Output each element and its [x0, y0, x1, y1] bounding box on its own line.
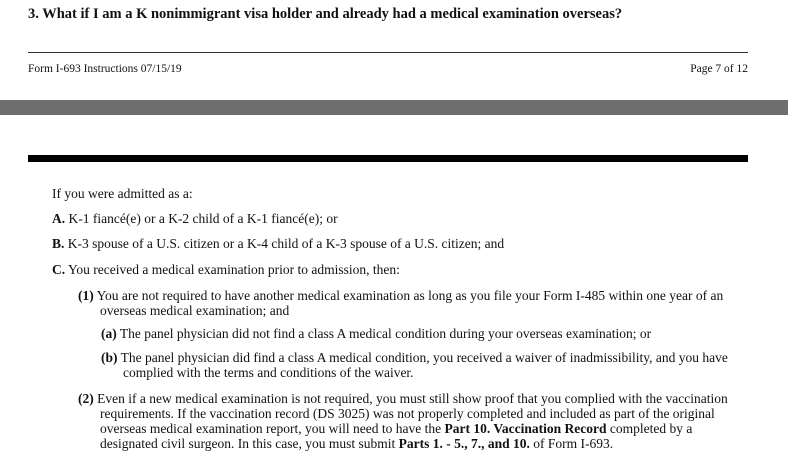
item-letter: B.: [52, 236, 65, 251]
question-heading: 3. What if I am a K nonimmigrant visa holder and already had a medical examination overseas?: [28, 6, 623, 22]
sub-item-letter: (b): [101, 350, 118, 365]
sub-item-2: [78, 391, 750, 451]
sub-item-text: completed by a designated civil surgeon. In this case, you must submit: [100, 421, 693, 451]
sub-item-1: [78, 288, 750, 318]
sub-item-text: The panel physician did find a class A medical condition, you received a waiver of inadmissibility, and you have complied with the terms and conditions of the waiver.: [120, 350, 728, 380]
item-letter: A.: [52, 211, 66, 226]
sub-item-letter: (a): [101, 326, 117, 341]
item-text: K-1 fiancé(e) or a K-2 child of a K-1 fiancé(e); or: [68, 211, 338, 226]
thick-divider: [28, 155, 748, 162]
item-text: You received a medical examination prior to admission, then:: [68, 262, 400, 277]
list-item-c: [52, 262, 400, 277]
intro-text: If you were admitted as a:: [52, 186, 193, 201]
sub-item-number: (2): [78, 391, 94, 406]
footer-page-number: Page 7 of 12: [690, 63, 748, 75]
footer-form-info: Form I-693 Instructions 07/15/19: [28, 63, 182, 75]
divider-line: [28, 52, 748, 53]
vaccination-record-bold: Part 10. Vaccination Record: [444, 421, 607, 436]
list-item-a: [52, 211, 338, 226]
sub-item-1b: [101, 350, 751, 380]
sub-item-text: of Form I-693.: [529, 436, 614, 451]
item-letter: C.: [52, 262, 66, 277]
page-separator-band: [0, 100, 788, 115]
sub-item-1a: [101, 326, 651, 341]
item-text: K-3 spouse of a U.S. citizen or a K-4 child of a K-3 spouse of a U.S. citizen; and: [67, 236, 505, 251]
sub-item-text: You are not required to have another medical examination as long as you file your Form I-485 within one year of an overseas medical examination; and: [96, 288, 724, 318]
parts-list-bold: Parts 1. - 5., 7., and 10.: [398, 436, 530, 451]
sub-item-text: The panel physician did not find a class A medical condition during your overseas examination; or: [119, 326, 652, 341]
list-item-b: [52, 236, 504, 251]
sub-item-number: (1): [78, 288, 94, 303]
sub-item-text: Even if a new medical examination is not required, you must still show proof that you complied with the vaccination requirements. If the vaccination record (DS 3025) was not properly completed and included as part of the original overseas medical examination report, you will need to have the: [97, 391, 728, 436]
